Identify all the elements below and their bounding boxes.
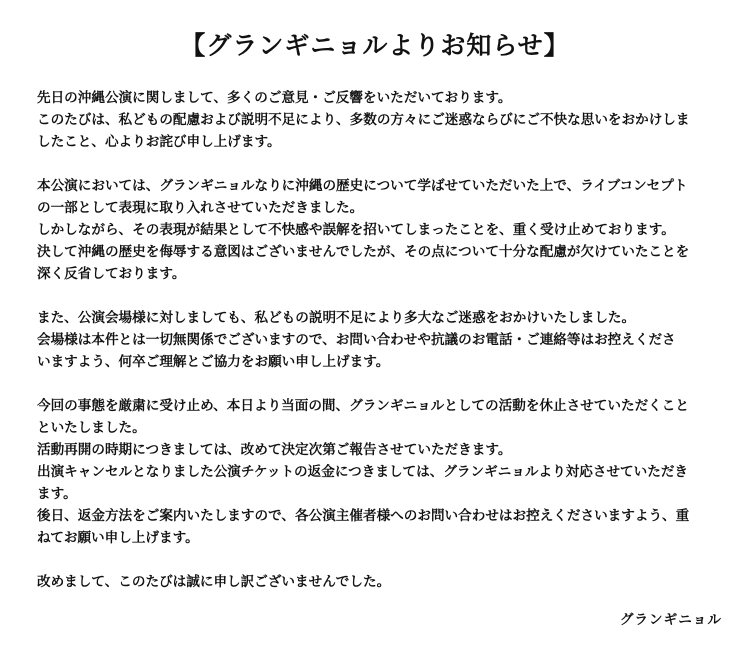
text-line: しかしながら、その表現が結果として不快感や誤解を招いてしまったことを、重く受け止めております。 <box>37 222 675 238</box>
text-line: ます。 <box>37 486 77 502</box>
text-line: 活動再開の時期につきましては、改めて決定次第ご報告させていただきます。 <box>37 442 512 458</box>
text-line: したこと、心よりお詫び申し上げます。 <box>37 134 281 150</box>
text-line: 今回の事態を厳粛に受け止め、本日より当面の間、グランギニョルとしての活動を休止させていただくこと <box>37 398 689 414</box>
text-line: 会場様は本件とは一切無関係でございますので、お問い合わせや抗議のお電話・ご連絡等はお控えくださ <box>37 332 676 348</box>
paragraph-hiatus <box>37 395 727 549</box>
text-line: また、公演会場様に対しましても、私どもの説明不足により多大なご迷惑をおかけいたしました。 <box>37 310 636 326</box>
text-line: の一部として表現に取り入れさせていただきました。 <box>37 200 364 216</box>
paragraph-venue <box>37 307 727 373</box>
paragraph-apology <box>37 87 727 153</box>
text-line: 改めまして、このたびは誠に申し訳ございませんでした。 <box>37 574 391 590</box>
text-line: 後日、返金方法をご案内いたしますので、各公演主催者様へのお問い合わせはお控えくださいますよう、重 <box>37 508 690 524</box>
text-line: 先日の沖縄公演に関しまして、多くのご意見・ご反響をいただいております。 <box>37 90 512 106</box>
signature: グランギニョル <box>619 612 722 628</box>
text-line: このたびは、私どもの配慮および説明不足により、多数の方々にご迷惑ならびにご不快な思いをおかけしま <box>37 112 690 128</box>
paragraph-closing <box>37 571 727 593</box>
paragraph-performance <box>37 175 727 285</box>
text-line: 決して沖縄の歴史を侮辱する意図はございませんでしたが、その点について十分な配慮が欠けていたことを <box>37 244 690 260</box>
text-line: ねてお願い申し上げます。 <box>37 530 199 546</box>
text-line: 深く反省しております。 <box>37 266 186 282</box>
text-line: といたしました。 <box>37 420 146 436</box>
text-line: 本公演においては、グランギニョルなりに沖縄の歴史について学ばせていただいた上で、ライブコンセプト <box>37 178 688 194</box>
text-line: いますよう、何卒ご理解とご協力をお願い申し上げます。 <box>37 354 390 370</box>
notice-body <box>37 87 727 615</box>
notice-title: 【グランギニョルよりお知らせ】 <box>180 31 570 60</box>
text-line: 出演キャンセルとなりました公演チケットの返金につきましては、グランギニョルより対応させていただき <box>37 464 689 480</box>
